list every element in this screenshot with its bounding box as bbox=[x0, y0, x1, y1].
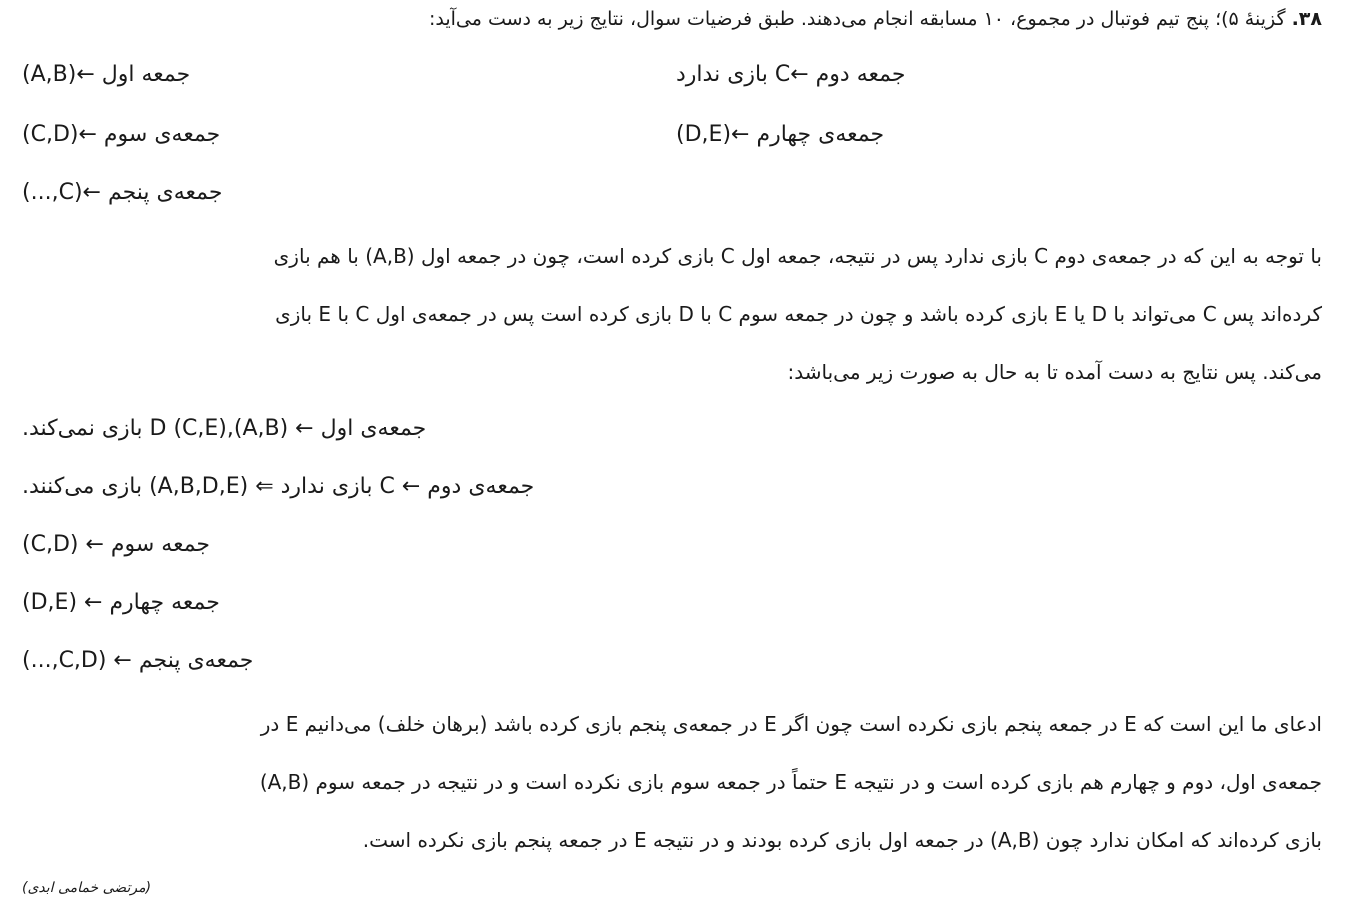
result-friday-5: جمعه‌ی پنجم ← (C,D,...) bbox=[22, 648, 254, 673]
paragraph2-line3: بازی کرده‌اند که امکان ندارد چون (A,B) در جمعه اول بازی کرده بودند و در نتیجه E در جمعه پنجم بازی نکرده است. bbox=[362, 828, 1322, 852]
question-intro: گزینهٔ ۵)؛ پنج تیم فوتبال در مجموع، ۱۰ مسابقه انجام می‌دهند. طبق فرضیات سوال، نتایج زیر به دست می‌آید: bbox=[428, 8, 1286, 30]
question-header bbox=[429, 8, 1322, 30]
result-friday-4: جمعه چهارم ← (D,E) bbox=[22, 590, 220, 615]
result-friday-2: جمعه‌ی دوم ← C بازی ندارد ⇐ (A,B,D,E) بازی می‌کنند. bbox=[22, 474, 535, 499]
paragraph1-line3: می‌کند. پس نتایج به دست آمده تا به حال به صورت زیر می‌باشد: bbox=[787, 360, 1322, 384]
schedule-friday-3: جمعه‌ی سوم ←(C,D) bbox=[22, 122, 221, 147]
schedule-friday-1: جمعه اول ←(A,B) bbox=[22, 62, 191, 87]
schedule-friday-5: جمعه‌ی پنجم ←(C,...) bbox=[22, 180, 223, 205]
paragraph2-line1: ادعای ما این است که E در جمعه پنجم بازی نکرده است چون اگر E در جمعه‌ی پنجم بازی کرده باشد (برهان خلف) می‌دانیم E در bbox=[260, 712, 1322, 736]
question-number: ۳۸. bbox=[1291, 8, 1322, 30]
result-friday-3: جمعه سوم ← (C,D) bbox=[22, 532, 211, 557]
paragraph1-line2: کرده‌اند پس C می‌تواند با D یا E بازی کرده باشد و چون در جمعه سوم C با D بازی کرده است پس در جمعه‌ی اول C با E بازی bbox=[275, 302, 1322, 326]
result-friday-1: جمعه‌ی اول ← (A,B),(C,E) D بازی نمی‌کند. bbox=[22, 416, 427, 441]
schedule-friday-2: جمعه دوم ←C بازی ندارد bbox=[676, 62, 906, 87]
paragraph2-line2: جمعه‌ی اول، دوم و چهارم هم بازی کرده است و در نتیجه E حتماً در جمعه سوم بازی نکرده است و در نتیجه در جمعه سوم (A,B) bbox=[259, 770, 1322, 794]
author-credit: (مرتضی خمامی ابدی) bbox=[22, 880, 152, 896]
paragraph1-line1: با توجه به این که در جمعه‌ی دوم C بازی ندارد پس در نتیجه، جمعه اول C بازی کرده است، چون در جمعه اول (A,B) با هم بازی bbox=[273, 244, 1322, 268]
schedule-friday-4: جمعه‌ی چهارم ←(D,E) bbox=[676, 122, 885, 147]
